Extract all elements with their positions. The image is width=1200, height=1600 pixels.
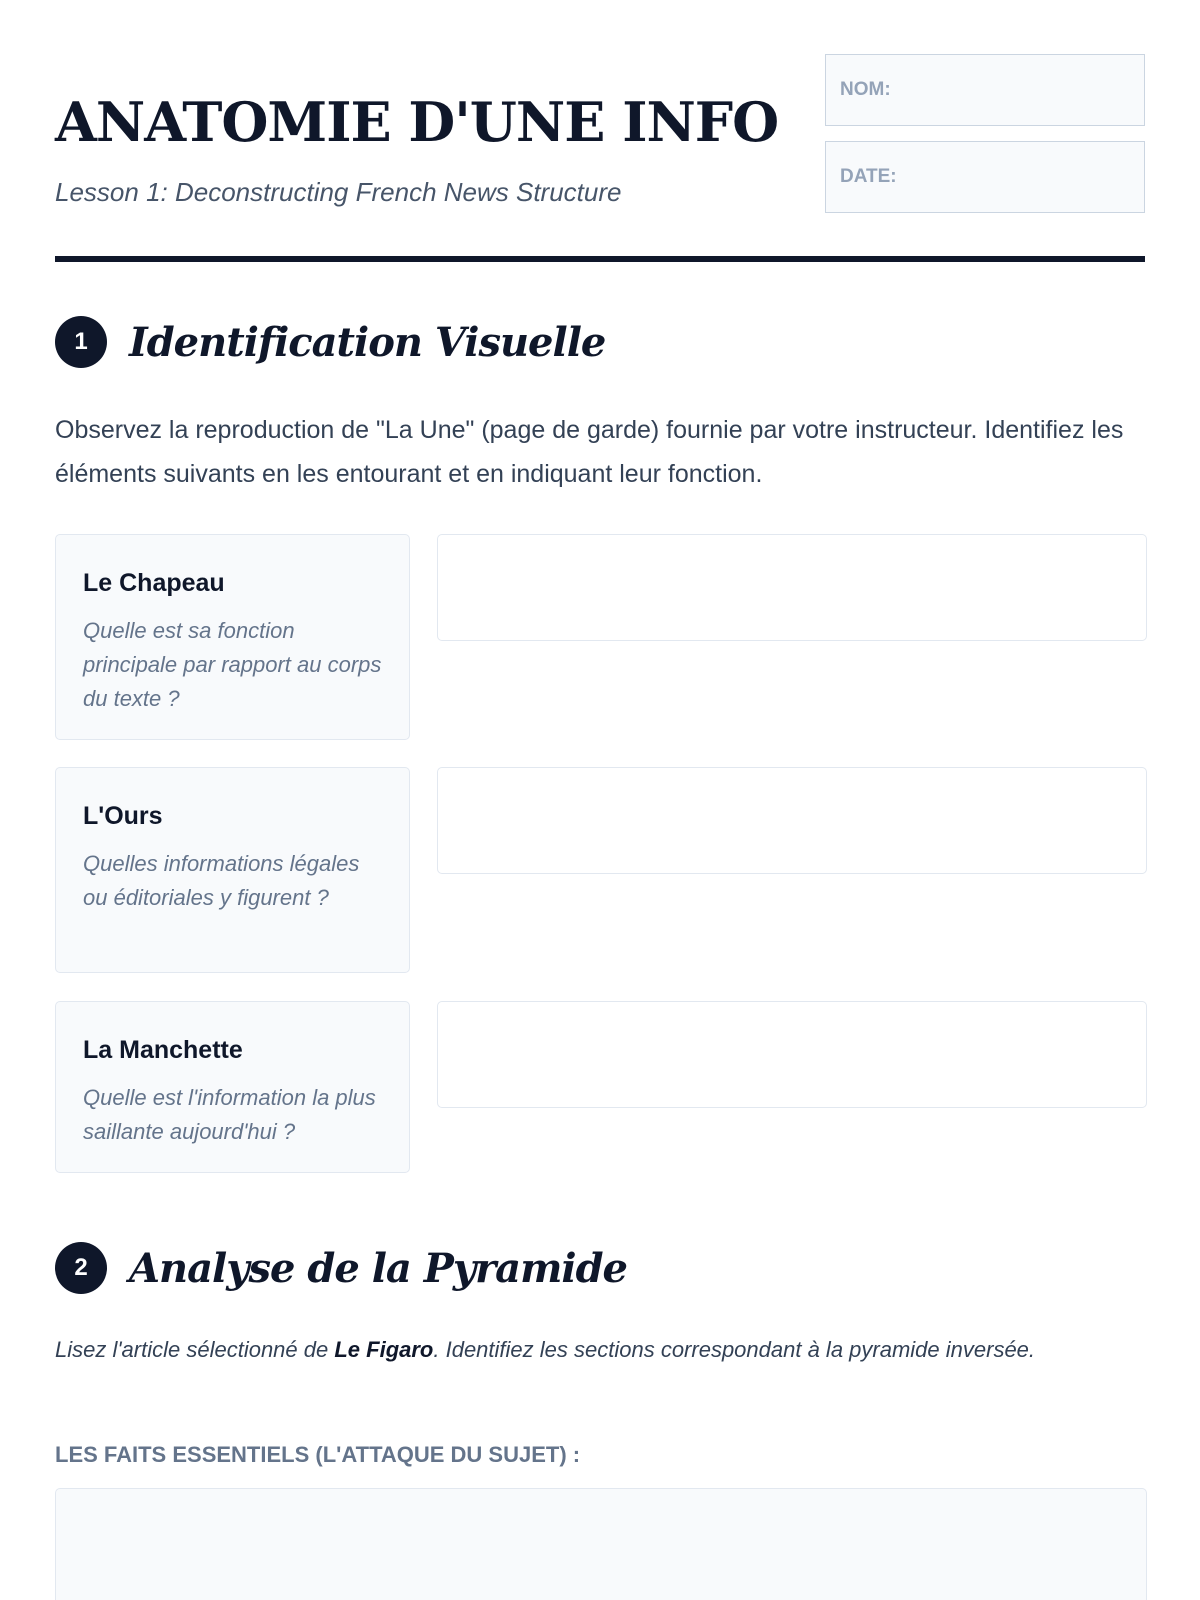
term-card — [55, 534, 410, 740]
term-card — [55, 767, 410, 973]
section-2-instruction — [55, 1333, 1147, 1367]
newspaper-name: Le Figaro — [334, 1337, 434, 1362]
term-card — [55, 1001, 410, 1173]
term-question: Quelles informations légales ou éditoriales y figurent ? — [83, 851, 360, 910]
section-number-badge: 2 — [55, 1242, 107, 1294]
section-1-heading — [55, 316, 605, 368]
term-name: La Manchette — [83, 1036, 243, 1064]
instruction-text: . Identifiez les sections correspondant à la pyramide inversée. — [433, 1337, 1036, 1362]
section-1-intro: Observez la reproduction de "La Une" (page de garde) fournie par votre instructeur. Identifiez les éléments suivants en les entourant et en indiquant leur fonction. — [55, 416, 1124, 488]
section-title: Identification Visuelle — [129, 318, 606, 366]
worksheet-header — [55, 0, 1145, 262]
section-title: Analyse de la Pyramide — [129, 1244, 627, 1292]
term-question: Quelle est sa fonction principale par rapport au corps du texte ? — [83, 618, 382, 711]
term-name: Le Chapeau — [83, 569, 225, 597]
faits-essentiels-answer[interactable] — [55, 1488, 1147, 1600]
date-field-label: DATE: — [840, 166, 897, 187]
section-number-badge: 1 — [55, 316, 107, 368]
answer-input-manchette[interactable] — [437, 1001, 1147, 1108]
term-name: L'Ours — [83, 802, 163, 830]
page-title: ANATOMIE D'UNE INFO — [55, 90, 779, 154]
section-2-heading — [55, 1242, 627, 1294]
term-question: Quelle est l'information la plus saillante aujourd'hui ? — [83, 1085, 376, 1144]
page-subtitle: Lesson 1: Deconstructing French News Structure — [55, 177, 622, 207]
name-field-label: NOM: — [840, 79, 891, 100]
instruction-text: Lisez l'article sélectionné de — [55, 1337, 335, 1362]
answer-input-ours[interactable] — [437, 767, 1147, 874]
date-field[interactable] — [825, 141, 1145, 213]
answer-input-chapeau[interactable] — [437, 534, 1147, 641]
name-field[interactable] — [825, 54, 1145, 126]
field-label: LES FAITS ESSENTIELS (L'ATTAQUE DU SUJET) : — [55, 1442, 581, 1467]
